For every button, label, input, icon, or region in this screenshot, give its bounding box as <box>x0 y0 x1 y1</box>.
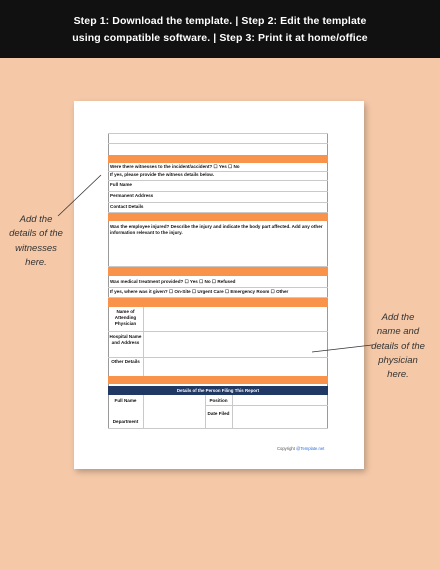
treatment-question: Was medical treatment provided? ☐ Yes ☐ No ☐ Refused <box>110 279 236 284</box>
date-filed-label: Date Filed <box>207 411 230 416</box>
copyright-link[interactable]: @Template.net <box>296 446 325 451</box>
reporter-full-name-label: Full Name <box>114 398 137 403</box>
attending-physician-label: Name of Attending Physician <box>114 309 137 327</box>
witness-question: Were there witnesses to the incident/accident? ☐ Yes ☐ No <box>110 164 240 169</box>
treatment-location: If yes, where was it given? ☐ On-Site ☐ Urgent Care ☐ Emergency Room ☐ Other <box>110 289 289 294</box>
other-details-label: Other Details <box>111 359 140 364</box>
position-label: Position <box>209 398 228 403</box>
witness-full-name-label: Full Name <box>110 182 132 187</box>
hospital-label: Hospital Name and Address <box>109 334 142 346</box>
department-label: Department <box>112 419 139 424</box>
physician-pointer-line <box>312 345 372 352</box>
witness-instruction: If yes, please provide the witness details below. <box>110 172 214 177</box>
witness-note: Add the details of the witnesses here. <box>9 214 63 268</box>
physician-note: Add the name and details of the physician here. <box>371 312 425 380</box>
injury-question: Was the employee injured? Describe the injury and indicate the body part affected. Add any other information relevant to the injury. <box>110 224 323 236</box>
reporter-section-header: Details of the Person Filing This Report <box>108 386 328 395</box>
copyright-label: Copyright <box>277 446 295 451</box>
witness-pointer-line <box>58 175 101 216</box>
witness-contact-label: Contact Details <box>110 204 144 209</box>
instructions-line-1: Step 1: Download the template. | Step 2: Edit the template <box>73 14 367 27</box>
instructions-line-2: using compatible software. | Step 3: Print it at home/office <box>72 31 368 44</box>
witness-address-label: Permanent Address <box>110 193 154 198</box>
